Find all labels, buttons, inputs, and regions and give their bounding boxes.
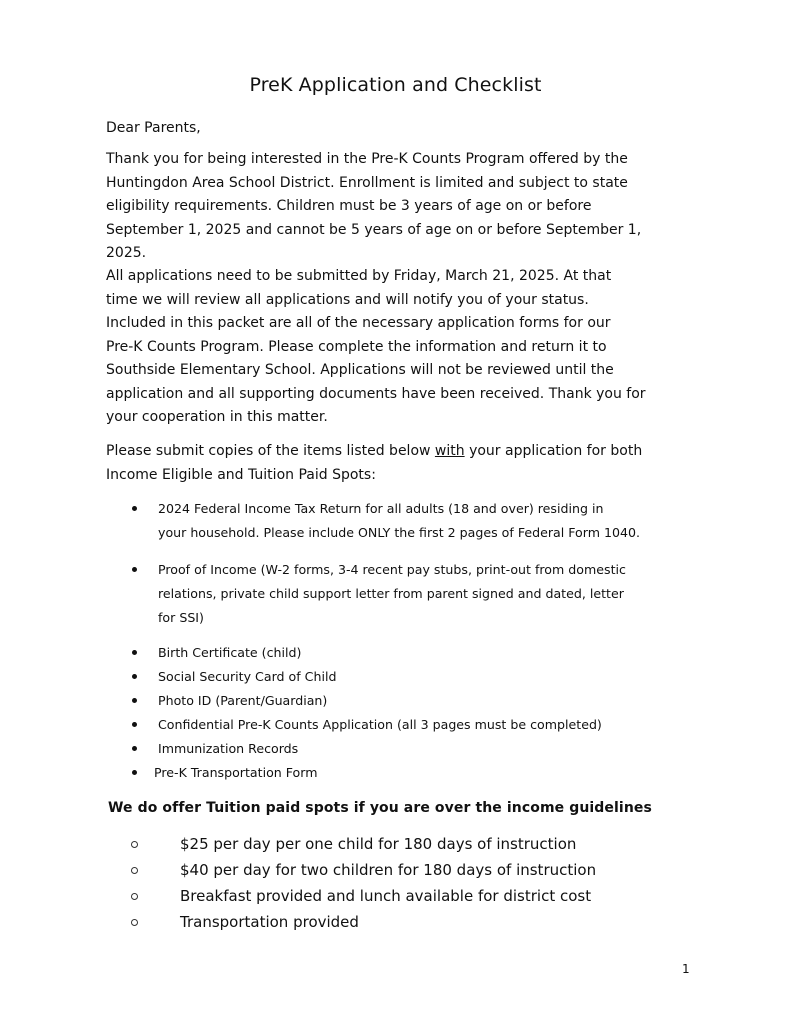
bullet-icon — [132, 567, 137, 572]
item-line: $25 per day per one child for 180 days of instruction — [180, 835, 577, 853]
item-line: your household. Please include ONLY the first 2 pages of Federal Form 1040. — [158, 525, 641, 540]
item-line: Confidential Pre-K Counts Application (all 3 pages must be completed) — [158, 717, 602, 732]
bullet-icon — [132, 506, 137, 511]
item-line: Proof of Income (W-2 forms, 3-4 recent pay stubs, print-out from domestic — [158, 562, 626, 577]
item-line: relations, private child support letter from parent signed and dated, letter — [158, 586, 624, 601]
intro-paragraph — [106, 148, 706, 266]
item-line: for SSI) — [158, 610, 204, 625]
text-line: your cooperation in this matter. — [106, 409, 328, 425]
text-line — [106, 440, 706, 464]
text-line: application and all supporting documents have been received. Thank you for — [106, 385, 646, 402]
item-line: 2024 Federal Income Tax Return for all adults (18 and over) residing in — [158, 501, 604, 516]
text-line: Pre-K Counts Program. Please complete the information and return it to — [106, 338, 607, 355]
item-line: Immunization Records — [158, 741, 299, 756]
hollow-bullet-icon — [131, 893, 138, 900]
text-line: Income Eligible and Tuition Paid Spots: — [106, 466, 376, 483]
text-segment: your application for both — [464, 443, 643, 459]
item-line: Photo ID (Parent/Guardian) — [158, 693, 328, 708]
text-line: September 1, 2025 and cannot be 5 years of age on or before September 1, — [106, 221, 642, 238]
document-title: PreK Application and Checklist — [249, 74, 542, 96]
text-line: All applications need to be submitted by Friday, March 21, 2025. At that — [106, 268, 612, 284]
bullet-icon — [132, 722, 137, 727]
text-line: time we will review all applications and will notify you of your status. — [106, 291, 589, 308]
text-segment: Please submit copies of the items listed below — [106, 443, 435, 459]
item-line: Transportation provided — [180, 913, 359, 931]
hollow-bullet-icon — [131, 841, 138, 848]
hollow-bullet-icon — [131, 919, 138, 926]
bullet-icon — [132, 770, 137, 775]
deadline-paragraph — [106, 265, 706, 430]
text-line: Southside Elementary School. Applications will not be reviewed until the — [106, 362, 614, 378]
bullet-icon — [132, 698, 137, 703]
text-line: Thank you for being interested in the Pre-K Counts Program offered by the — [106, 151, 628, 167]
text-line: Included in this packet are all of the necessary application forms for our — [106, 315, 611, 331]
instructions-paragraph — [106, 440, 706, 487]
text-line: eligibility requirements. Children must be 3 years of age on or before — [106, 198, 592, 214]
item-line: Pre-K Transportation Form — [154, 765, 318, 780]
item-line: $40 per day for two children for 180 days of instruction — [180, 861, 597, 879]
tuition-heading: We do offer Tuition paid spots if you are over the income guidelines — [108, 800, 652, 816]
item-line: Breakfast provided and lunch available for district cost — [180, 887, 592, 905]
underlined-word: with — [434, 443, 465, 459]
salutation: Dear Parents, — [106, 120, 201, 136]
text-line: 2025. — [106, 245, 147, 261]
bullet-icon — [132, 650, 137, 655]
hollow-bullet-icon — [131, 867, 138, 874]
item-line: Social Security Card of Child — [158, 669, 337, 684]
item-line: Birth Certificate (child) — [158, 645, 302, 660]
bullet-icon — [132, 674, 137, 679]
text-line: Huntingdon Area School District. Enrollment is limited and subject to state — [106, 174, 628, 191]
page-number: 1 — [682, 962, 690, 976]
bullet-icon — [132, 746, 137, 751]
